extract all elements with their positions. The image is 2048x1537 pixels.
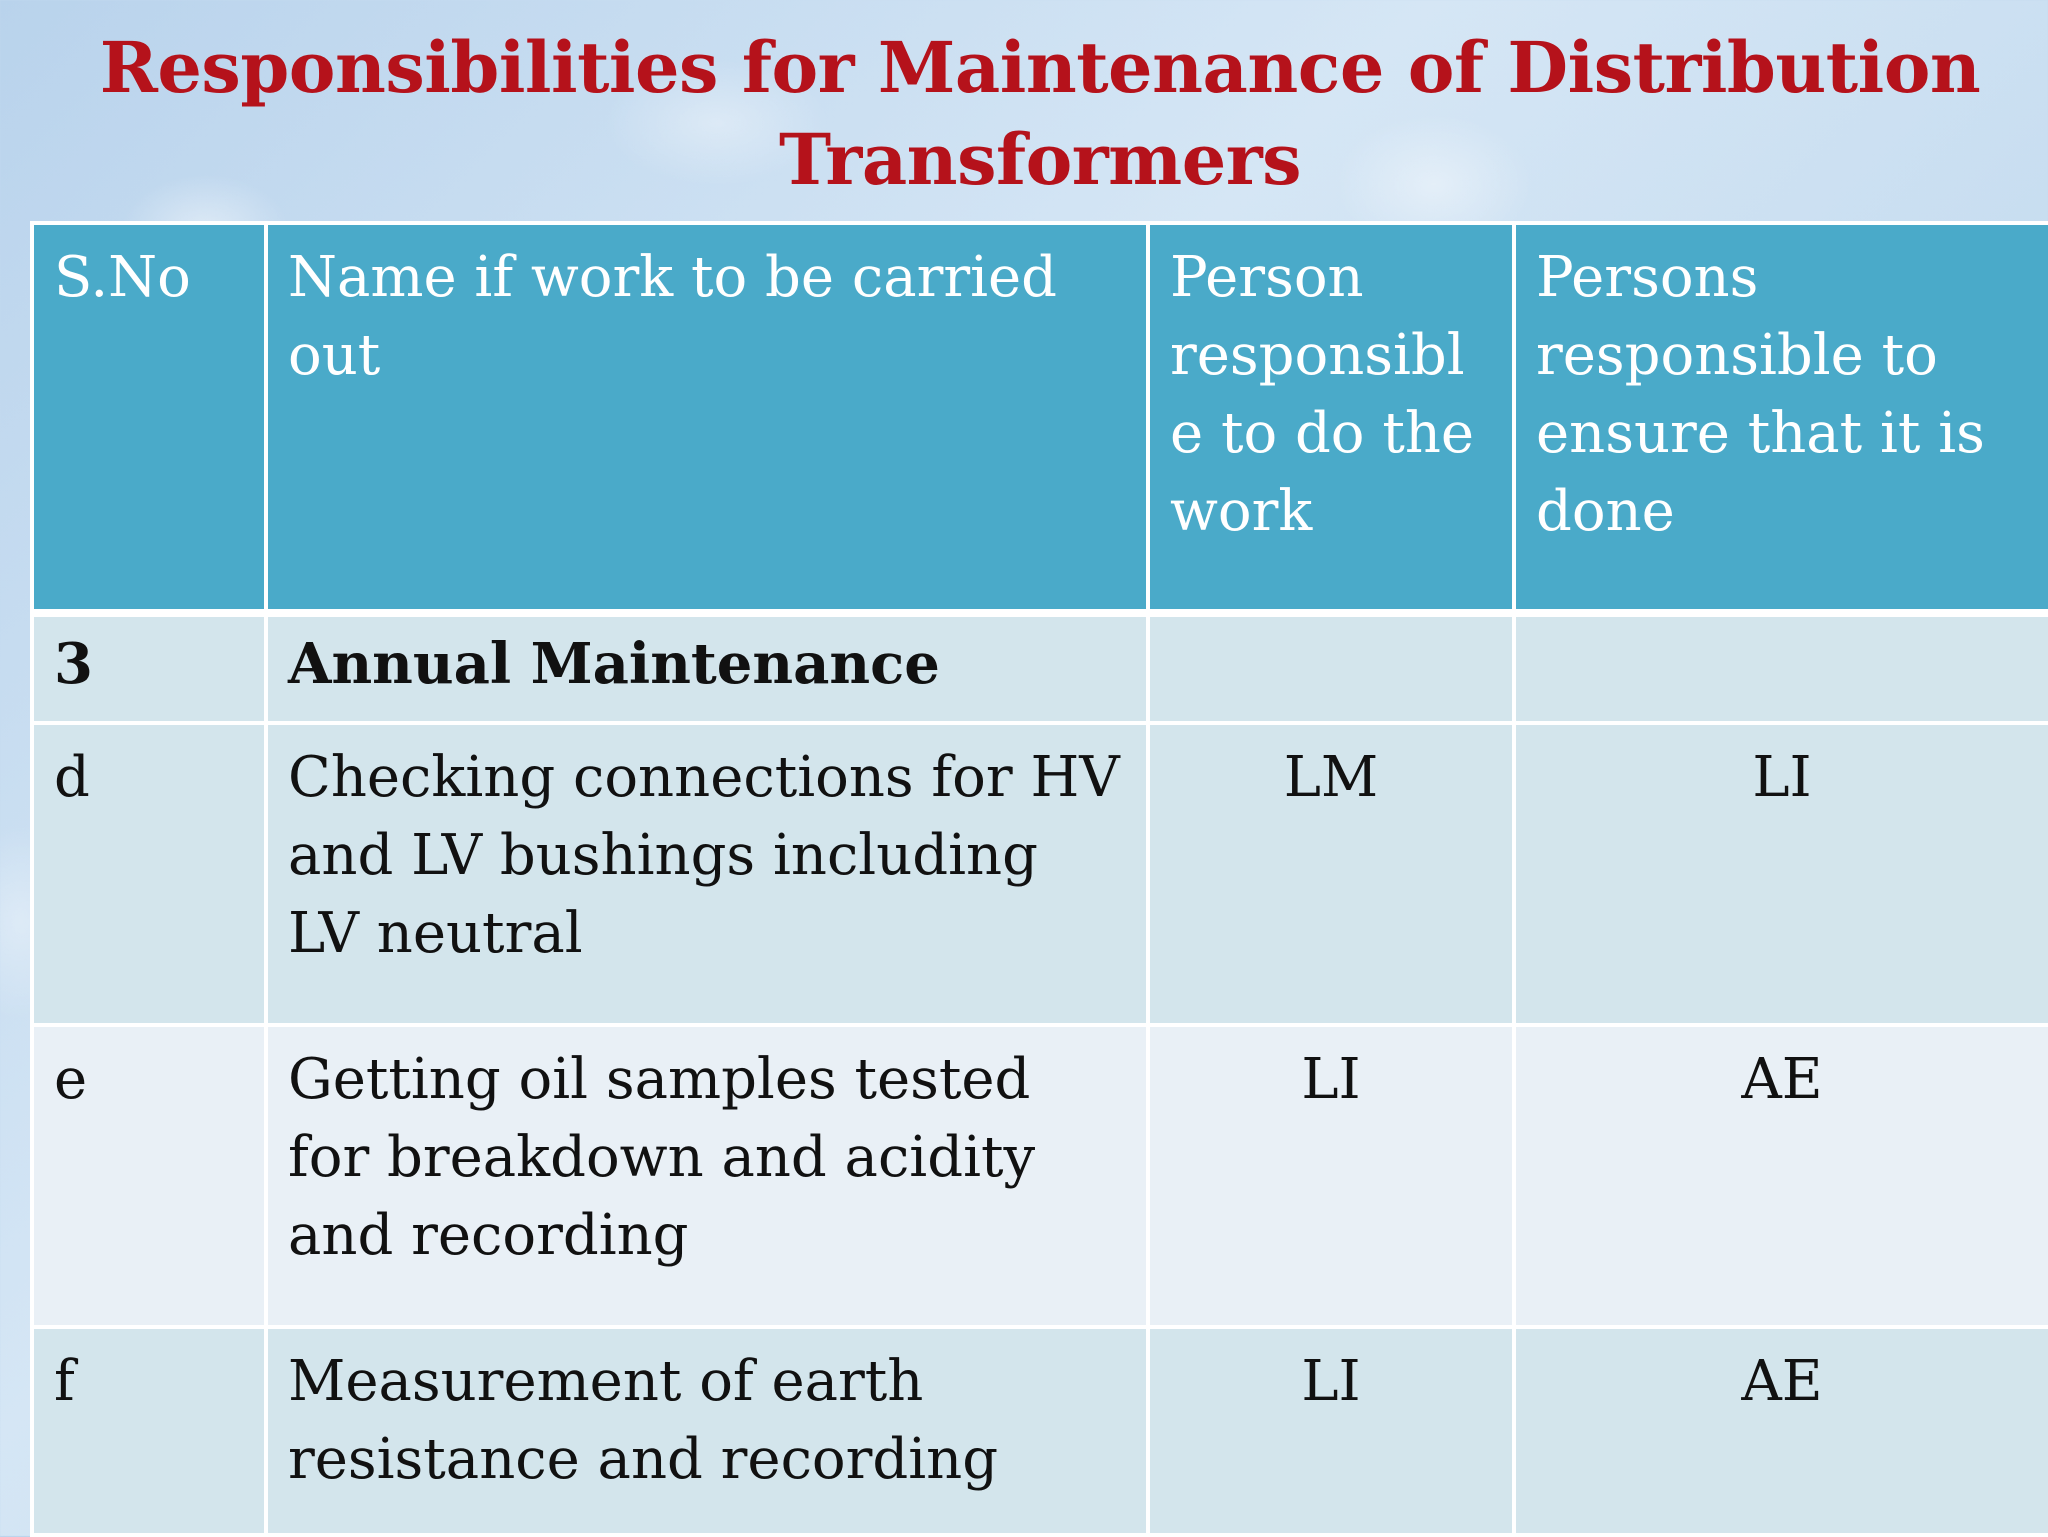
row-ensurer: AE — [1514, 1025, 2048, 1327]
row-work: Getting oil samples tested for breakdown and acidity and recording — [266, 1025, 1148, 1327]
row-work: Measurement of earth resistance and recording — [266, 1327, 1148, 1535]
section-empty-cell — [1514, 613, 2048, 723]
row-work: Checking connections for HV and LV bushings including LV neutral — [266, 723, 1148, 1025]
table-row — [32, 1025, 2048, 1327]
row-doer: LI — [1148, 1327, 1514, 1535]
table-row — [32, 1327, 2048, 1535]
row-doer: LM — [1148, 723, 1514, 1025]
table-header-row — [32, 223, 2048, 613]
row-ensurer: LI — [1514, 723, 2048, 1025]
header-work-name: Name if work to be carried out — [266, 223, 1148, 613]
header-sno: S.No — [32, 223, 266, 613]
responsibilities-table-container — [30, 221, 2048, 1537]
row-sno: d — [32, 723, 266, 1025]
section-empty-cell — [1148, 613, 1514, 723]
table-row — [32, 723, 2048, 1025]
responsibilities-table — [30, 221, 2048, 1537]
slide-title: Responsibilities for Maintenance of Distribution Transformers — [99, 26, 1981, 201]
header-persons-ensure: Persons responsible to ensure that it is done — [1514, 223, 2048, 613]
section-row — [32, 613, 2048, 723]
row-ensurer: AE — [1514, 1327, 2048, 1535]
row-sno: f — [32, 1327, 266, 1535]
section-sno: 3 — [32, 613, 266, 723]
row-doer: LI — [1148, 1025, 1514, 1327]
row-sno: e — [32, 1025, 266, 1327]
header-person-responsible: Person responsibl e to do the work — [1148, 223, 1514, 613]
section-name: Annual Maintenance — [266, 613, 1148, 723]
